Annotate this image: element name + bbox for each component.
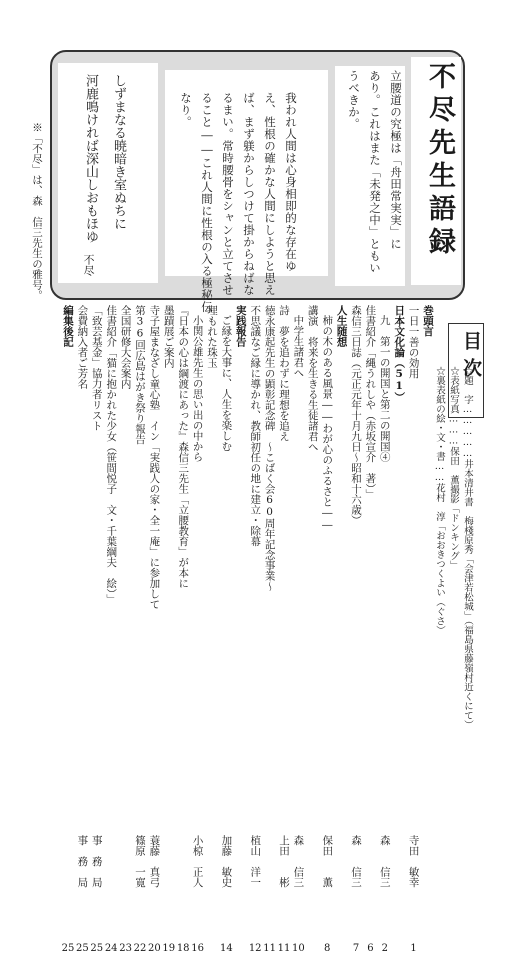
intro-line: うべきか。 bbox=[347, 70, 361, 130]
toc-entry-page: 22 bbox=[133, 943, 147, 954]
toc-entry-title: 全国研修大会案内 bbox=[119, 305, 132, 389]
toc-entry-page: 2 bbox=[381, 943, 388, 954]
essay-line: 我われ人間は心身相即的な存在ゆ bbox=[284, 92, 298, 272]
toc-entry-page: 24 bbox=[104, 943, 118, 954]
toc-entry-page: 1 bbox=[410, 943, 417, 954]
credit-line: ☆題 字……………井本清井書 梅棧原秀「会津若松城」（福島県藤嶺村近くにて） bbox=[462, 366, 473, 730]
toc-entry-title: 徳永康起先生の顕彰記念碑 〜こばく会60周年記念事業〜 bbox=[263, 305, 276, 592]
poem-line: しずまなる暁暗き室ぬちに bbox=[111, 74, 126, 230]
toc-entry-title: 佳書紹介「猫に抱かれた少女（笹間悦子 文・千葉綱夫 絵）」 bbox=[105, 305, 118, 605]
toc-entry-title: 墨蹟展ご案内 bbox=[162, 305, 175, 368]
toc-entry-page: 25 bbox=[76, 943, 89, 954]
toc-entry-author: 植山 洋一 bbox=[249, 835, 262, 888]
toc-entry-title: 不思議なご縁に導かれ、教師初任の地に建立・除幕 bbox=[249, 305, 262, 547]
toc-entry-page: 7 bbox=[352, 943, 360, 954]
footnote: ※「不尽」は、森 信三先生の雅号。 bbox=[31, 122, 43, 301]
credits bbox=[432, 366, 474, 730]
toc-entry-title: 佳書紹介「縄うれしや（赤坂宣介 著）」 bbox=[364, 305, 377, 500]
toc-entry-author: 森 信三 bbox=[350, 835, 362, 888]
essay-line: え、性根の確かな人間にしようと思え bbox=[263, 92, 277, 296]
toc-entry-author: 事 務 局 bbox=[76, 835, 89, 888]
essay-line: ること――これ人間に性根の入る極秘伝 bbox=[200, 92, 214, 313]
toc-entry-title: 小関公雄先生の思い出の中から bbox=[191, 315, 204, 462]
toc-entry-page: 25 bbox=[90, 943, 104, 954]
toc-entry-page: 14 bbox=[220, 943, 233, 954]
toc-entry-title: 一日一善の効用 bbox=[407, 305, 420, 379]
toc-entry-author: 保田 薫 bbox=[321, 835, 334, 888]
toc-entry-page: 19 bbox=[162, 943, 176, 954]
toc-entry-title: 講演 将来を生きる生徒諸君へ bbox=[306, 305, 319, 452]
toc-entry-title: 詩 夢を追わずに理想を追え bbox=[278, 305, 290, 442]
toc-entry-page: 20 bbox=[148, 943, 161, 954]
toc-entry-title: 人生随想 bbox=[335, 305, 348, 347]
toc-entry-author: 森 信三 bbox=[378, 835, 391, 888]
toc-entry-page: 23 bbox=[119, 943, 132, 954]
toc-heading: 目次 bbox=[460, 331, 482, 385]
toc-entry-author: 事 務 局 bbox=[90, 835, 103, 888]
toc-entry-author: 蓑藤 真弓 bbox=[148, 835, 161, 888]
intro-line: あり。これはまた「未発之中」ともい bbox=[368, 70, 382, 274]
toc-entry-title: 中学生諸君へ bbox=[292, 315, 305, 378]
essay-line: なり。 bbox=[179, 92, 193, 128]
toc-entry-title: 第36回広島はがき祭り報告 bbox=[134, 305, 146, 445]
toc-entry-title: 編集後記 bbox=[62, 305, 74, 347]
toc-entry-title: ご縁を大事に、人生を楽しむ bbox=[220, 315, 233, 452]
toc-entry-page: 25 bbox=[61, 943, 75, 954]
toc-entry-title: 寺子屋まなざし童心塾 イン「実践人の家・全一庵」に参加して bbox=[148, 305, 161, 610]
credit-line: ☆裏表紙の絵・文・書……花村 淳「おおきつくよい（ぐさ） bbox=[434, 366, 445, 636]
toc-entry-author: 篠原 一寛 bbox=[134, 835, 146, 888]
toc-entry-author: 小椋 正人 bbox=[191, 835, 204, 888]
toc-entry-author: 寺田 敏幸 bbox=[407, 835, 420, 888]
toc-entry-page: 18 bbox=[176, 943, 190, 954]
toc-entry-page: 10 bbox=[292, 943, 305, 954]
toc-entry-page: 16 bbox=[191, 943, 204, 954]
toc-entry-page: 8 bbox=[324, 943, 331, 954]
toc-entry-title: 実践報告 bbox=[234, 305, 247, 347]
poem-line: 河鹿鳴ければ深山しおもほゆ bbox=[83, 74, 98, 243]
toc-entry-author: 森 信三 bbox=[292, 835, 305, 888]
toc-entry-title: 巻頭言 bbox=[422, 305, 434, 337]
poem-author: 不尽 bbox=[82, 254, 95, 276]
essay-line: ば、まず躾からしつけて掛からねばな bbox=[242, 92, 256, 296]
toc-entry-page: 6 bbox=[367, 943, 374, 954]
poem bbox=[76, 74, 132, 274]
toc-entry-author: 上田 彬 bbox=[278, 835, 290, 888]
toc-entry-title: 柿の木のある風景――わが心のふるさと―― bbox=[321, 315, 334, 531]
toc-entry-title: 九 第一の開国と第二の開国④ bbox=[378, 315, 391, 462]
credit-line: ☆表紙写真………保田 薫撮影「ドンキング」 bbox=[448, 366, 459, 571]
toc-entry-author: 加藤 敏史 bbox=[220, 835, 233, 888]
toc-entry-title: 「致芸基金」協力者リスト bbox=[90, 305, 103, 431]
toc-entry-page: 12 bbox=[248, 943, 262, 954]
toc-entry-title: 森信三日誌（元正元年十月九日〜昭和十六歳） bbox=[350, 305, 362, 526]
page-title: 不尽先生語録 bbox=[424, 62, 455, 260]
toc-entry-title: 会費納入者ご芳名 bbox=[76, 305, 89, 389]
toc-entry-title: 日本文化論（51） bbox=[393, 305, 406, 403]
toc-entry-page: 11 bbox=[277, 943, 291, 954]
intro-line: 立腰道の究極は「舟田常実実」に bbox=[389, 70, 403, 250]
essay-line: るまい。常時腰骨をシャンと立てさせ bbox=[221, 92, 235, 296]
intro-text bbox=[343, 70, 406, 280]
toc-entry-title: 埋もれた珠玉 bbox=[206, 305, 218, 368]
toc-entry-page: 11 bbox=[263, 943, 276, 954]
toc-entry-title: 『日本の心は綱渡にあった』森信三先生「立腰教育」が本に bbox=[177, 305, 190, 589]
essay-text bbox=[175, 92, 301, 313]
